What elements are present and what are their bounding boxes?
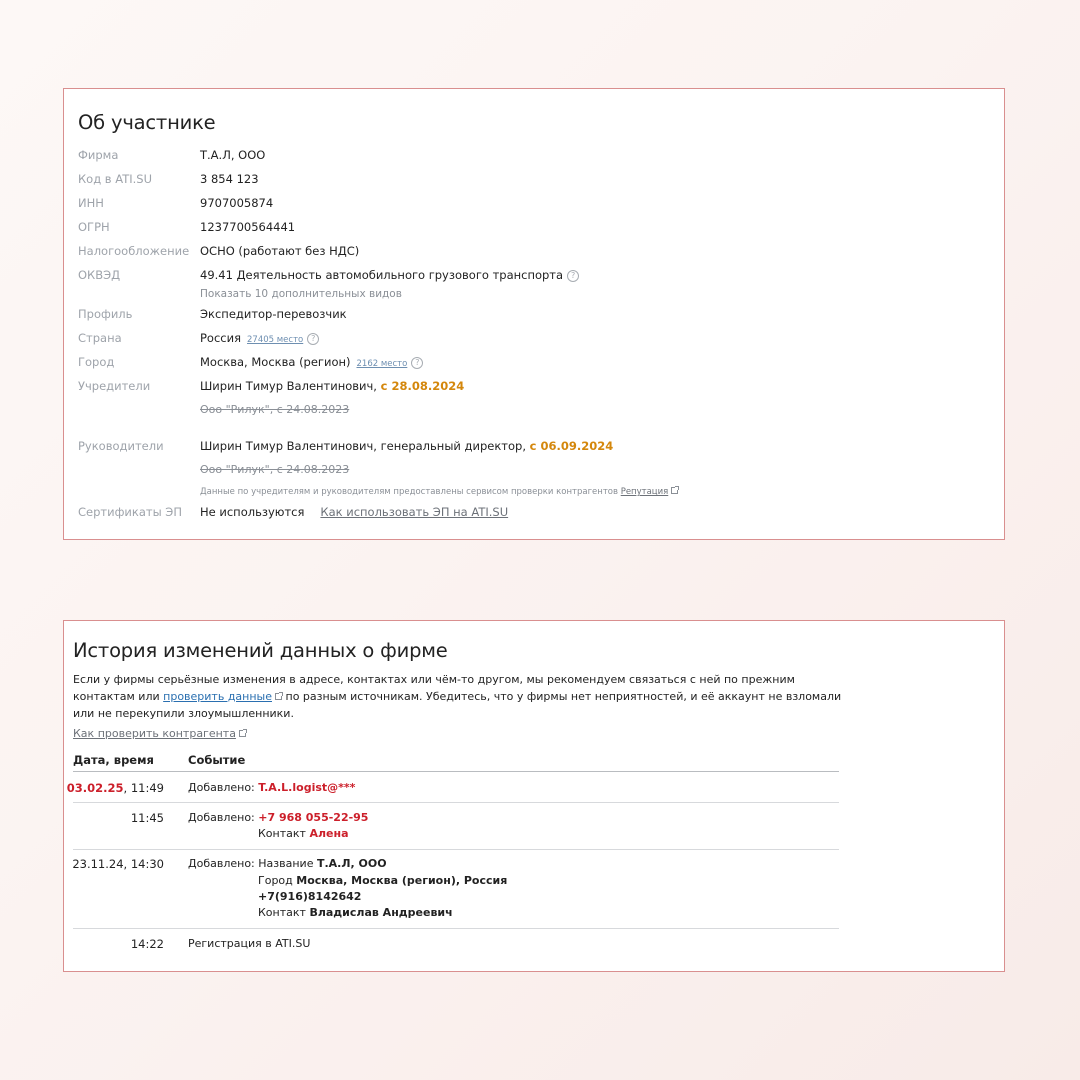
row-divider	[73, 928, 839, 929]
entry-3-phone: +7(916)8142642	[258, 890, 362, 903]
history-title: История изменений данных о фирме	[73, 639, 448, 662]
city-text: Москва, Москва (регион)	[200, 355, 351, 369]
how-to-use-ep-link[interactable]: Как использовать ЭП на ATI.SU	[320, 505, 509, 519]
managers-former: Ооо "Рилук", с 24.08.2023	[200, 463, 350, 476]
header-divider	[73, 771, 839, 772]
history-card	[63, 620, 1005, 972]
entry-2-contact	[258, 827, 349, 840]
country-value	[200, 331, 319, 345]
okved-more-link[interactable]: Показать 10 дополнительных видов	[200, 288, 402, 300]
managers-label: Руководители	[78, 439, 164, 453]
founders-current-date: с 28.08.2024	[380, 379, 465, 393]
reputation-link[interactable]: Репутация	[620, 487, 669, 497]
help-icon[interactable]: ?	[567, 270, 579, 282]
founders-current-name: Ширин Тимур Валентинович,	[200, 379, 377, 393]
entry-2-time: 11:45	[130, 811, 164, 825]
intro-text-1: Если у фирмы серьёзные изменения в адресе, контактах или чём-то другом, мы рекомендуем связаться с ней по прежним контактам или	[73, 673, 795, 703]
certificates-label: Сертификаты ЭП	[78, 505, 182, 519]
entry-2-contact-value: Алена	[309, 827, 349, 840]
history-intro	[73, 671, 853, 722]
entry-3-contact-label: Контакт	[258, 906, 306, 919]
firm-value: Т.А.Л, ООО	[200, 148, 266, 162]
okved-text: 49.41 Деятельность автомобильного грузового транспорта	[200, 268, 564, 282]
city-rank-link[interactable]: 2162 место	[356, 359, 408, 369]
verify-data-link[interactable]: проверить данные	[163, 690, 272, 703]
certificates-value	[200, 505, 508, 519]
country-text: Россия	[200, 331, 242, 345]
data-source-text: Данные по учредителям и руководителям предоставлены сервисом проверки контрагентов	[200, 487, 618, 497]
entry-2-contact-label: Контакт	[258, 827, 306, 840]
entry-1-datetime	[64, 781, 164, 795]
how-to-check-link[interactable]: Как проверить контрагента	[73, 727, 236, 740]
col-event: Событие	[188, 753, 246, 767]
managers-current-name: Ширин Тимур Валентинович, генеральный директор,	[200, 439, 526, 453]
entry-3-name-value: Т.А.Л, ООО	[316, 857, 387, 870]
data-source-note	[200, 487, 678, 497]
founders-label: Учредители	[78, 379, 151, 393]
entry-1-date: 03.02.25	[66, 781, 124, 795]
about-title: Об участнике	[78, 111, 216, 134]
ati-code-label: Код в ATI.SU	[78, 172, 153, 186]
tax-label: Налогообложение	[78, 244, 190, 258]
entry-3-contact-value: Владислав Андреевич	[309, 906, 453, 919]
entry-3-name-label: Название	[258, 857, 314, 870]
country-rank-link[interactable]: 27405 место	[247, 335, 304, 345]
entry-3-event	[188, 857, 387, 870]
entry-2-event	[188, 811, 368, 824]
help-icon[interactable]: ?	[307, 333, 319, 345]
tax-value: ОСНО (работают без НДС)	[200, 244, 360, 258]
entry-2-value: +7 968 055-22-95	[258, 811, 369, 824]
firm-label: Фирма	[78, 148, 119, 162]
entry-3-datetime: 23.11.24, 14:30	[72, 857, 164, 871]
managers-current-date: с 06.09.2024	[529, 439, 614, 453]
founders-former: Ооо "Рилук", с 24.08.2023	[200, 403, 350, 416]
entry-3-city-value: Москва, Москва (регион), Россия	[296, 874, 508, 887]
col-datetime: Дата, время	[73, 753, 154, 767]
entry-4-event: Регистрация в ATI.SU	[188, 937, 311, 950]
about-participant-card	[63, 88, 1005, 540]
city-value	[200, 355, 423, 369]
entry-1-value: T.A.L.logist@***	[258, 781, 356, 794]
external-link-icon	[275, 693, 282, 700]
country-label: Страна	[78, 331, 122, 345]
entry-4-time: 14:22	[130, 937, 164, 951]
city-label: Город	[78, 355, 115, 369]
inn-value: 9707005874	[200, 196, 274, 210]
row-divider	[73, 849, 839, 850]
profile-label: Профиль	[78, 307, 133, 321]
external-link-icon	[671, 487, 678, 494]
ati-code-value: 3 854 123	[200, 172, 259, 186]
entry-3-city	[258, 874, 507, 887]
entry-3-prefix: Добавлено:	[188, 857, 255, 870]
intro-text-2: по разным источникам. Убедитесь, что у фирмы нет неприятностей, и её аккаунт не взломали или не перекупили злоумышленники.	[73, 690, 842, 720]
entry-3-contact	[258, 906, 453, 919]
entry-1-time: , 11:49	[123, 781, 164, 795]
profile-value: Экспедитор-перевозчик	[200, 307, 347, 321]
how-to-check-link-wrap[interactable]	[73, 727, 246, 740]
entry-3-city-label: Город	[258, 874, 293, 887]
ogrn-label: ОГРН	[78, 220, 110, 234]
entry-1-event	[188, 781, 355, 794]
row-divider	[73, 802, 839, 803]
entry-2-prefix: Добавлено:	[188, 811, 255, 824]
certificates-text: Не используются	[200, 505, 305, 519]
managers-current	[200, 439, 613, 453]
okved-label: ОКВЭД	[78, 268, 121, 282]
okved-value	[200, 268, 579, 282]
inn-label: ИНН	[78, 196, 104, 210]
entry-1-prefix: Добавлено:	[188, 781, 255, 794]
founders-current	[200, 379, 464, 393]
external-link-icon	[239, 730, 246, 737]
ogrn-value: 1237700564441	[200, 220, 296, 234]
help-icon[interactable]: ?	[411, 357, 423, 369]
